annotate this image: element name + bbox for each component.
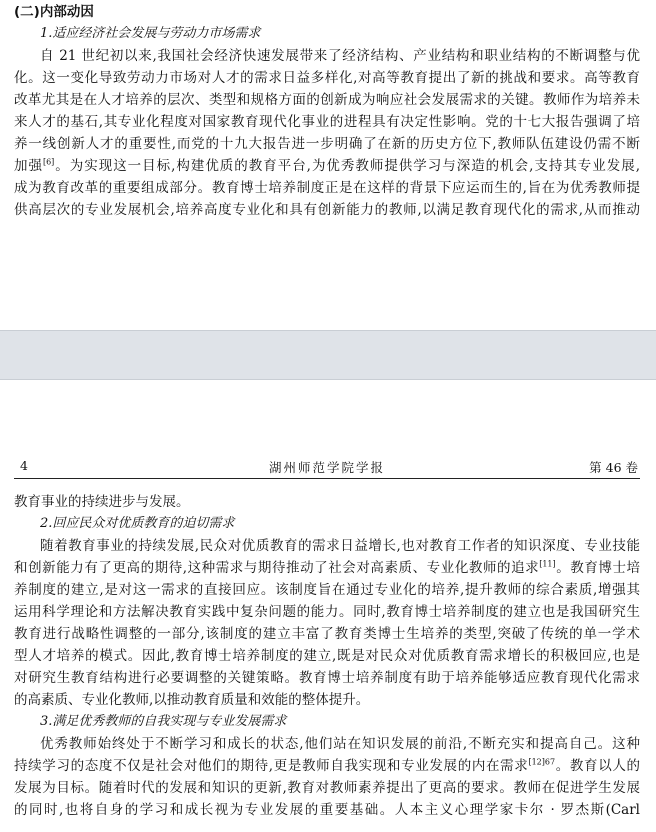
text-run: 。教育以人的 — [555, 758, 640, 774]
paragraph-line: 教育事业的持续进步与发展。 — [14, 494, 190, 510]
citation-ref[interactable]: [12]67 — [528, 757, 556, 767]
paragraph-line: 供高层次的专业发展机会,培养高度专业化和具有创新能力的教师,以满足教育现代化的需求,从而推动 — [14, 202, 640, 218]
paragraph-line: 来人才的基石,其专业化程度对国家教育现代化事业的进程具有决定性影响。党的十七大报告强调了培 — [14, 114, 640, 130]
subheading: 2.回应民众对优质教育的迫切需求 — [40, 516, 235, 531]
paragraph-line — [14, 756, 640, 776]
paragraph-line: 对研究生教育结构进行必要调整的关键策略。教育博士培养制度有助于培养能够适应教育现代化需求 — [14, 670, 640, 686]
paragraph-line: 的高素质、专业化教师,以推动教育质量和效能的整体提升。 — [14, 692, 370, 708]
paragraph-line: 运用科学理论和方法解决教育实践中复杂问题的能力。同时,教育博士培养制度的建立也是我国研究生 — [14, 604, 640, 620]
paragraph-line: 自 21 世纪初以来,我国社会经济快速发展带来了经济结构、产业结构和职业结构的不断调整与优 — [40, 48, 640, 64]
page-top — [0, 0, 656, 330]
paragraph-line: 随着教育事业的持续发展,民众对优质教育的需求日益增长,也对教育工作者的知识深度、专业技能 — [40, 538, 640, 554]
page-separator — [0, 330, 656, 380]
section-heading: (二)内部动因 — [14, 4, 94, 20]
subheading: 1.适应经济社会发展与劳动力市场需求 — [40, 26, 261, 41]
text-run: 。教育博士培 — [555, 560, 640, 576]
text-run: 。为实现这一目标,构建优质的教育平台,为优秀教师提供学习与深造的机会,支持其专业发展, — [54, 158, 640, 174]
text-run: 持续学习的态度不仅是社会对他们的期待,更是教师自我实现和专业发展的内在需求 — [14, 758, 529, 774]
citation-ref[interactable]: [11] — [539, 559, 556, 569]
paragraph-line: 发展为目标。随着时代的发展和知识的更新,教育对教师素养提出了更高的要求。教师在促进学生发展 — [14, 780, 640, 796]
journal-title: 湖州师范学院学报 — [268, 460, 385, 475]
text-run: 和创新能力有了更高的期待,这种需求与期待推动了社会对高素质、专业化教师的追求 — [14, 560, 540, 576]
paragraph-line: 改革尤其是在人才培养的层次、类型和规格方面的创新成为响应社会发展需求的关键。教师作为培养未 — [14, 92, 640, 108]
page-number: 4 — [20, 458, 28, 473]
paragraph-line — [14, 156, 640, 176]
paragraph-line — [14, 558, 640, 578]
subheading: 3.满足优秀教师的自我实现与专业发展需求 — [40, 714, 287, 729]
paragraph-line: 养一线创新人才的重要性,而党的十九大报告进一步明确了在新的历史方位下,教师队伍建设仍需不断 — [14, 136, 640, 152]
text-run: 加强 — [14, 158, 43, 174]
citation-ref[interactable]: [6] — [42, 157, 55, 167]
paragraph-line: 养制度的建立,是对这一需求的直接回应。该制度旨在通过专业化的培养,提升教师的综合素质,增强其 — [14, 582, 640, 598]
paragraph-line: 的同时,也将自身的学习和成长视为专业发展的重要基础。人本主义心理学家卡尔 · 罗杰斯(Carl — [14, 802, 640, 818]
page-bottom — [0, 380, 656, 832]
running-header — [14, 456, 640, 479]
paragraph-line: 化。这一变化导致劳动力市场对人才的需求日益多样化,对高等教育提出了新的挑战和要求。高等教育 — [14, 70, 640, 86]
paragraph-line: 型人才培养的模式。因此,教育博士培养制度的建立,既是对民众对优质教育需求增长的积极回应,也是 — [14, 648, 640, 664]
paragraph-line: 优秀教师始终处于不断学习和成长的状态,他们站在知识发展的前沿,不断充实和提高自己。这种 — [40, 736, 640, 752]
volume-label: 第 46 卷 — [589, 460, 638, 475]
paragraph-line: 成为教育改革的重要组成部分。教育博士培养制度正是在这样的背景下应运而生的,旨在为优秀教师提 — [14, 180, 640, 196]
paragraph-line: 教育进行战略性调整的一部分,该制度的建立丰富了教育类博士生培养的类型,突破了传统的单一学术 — [14, 626, 640, 642]
